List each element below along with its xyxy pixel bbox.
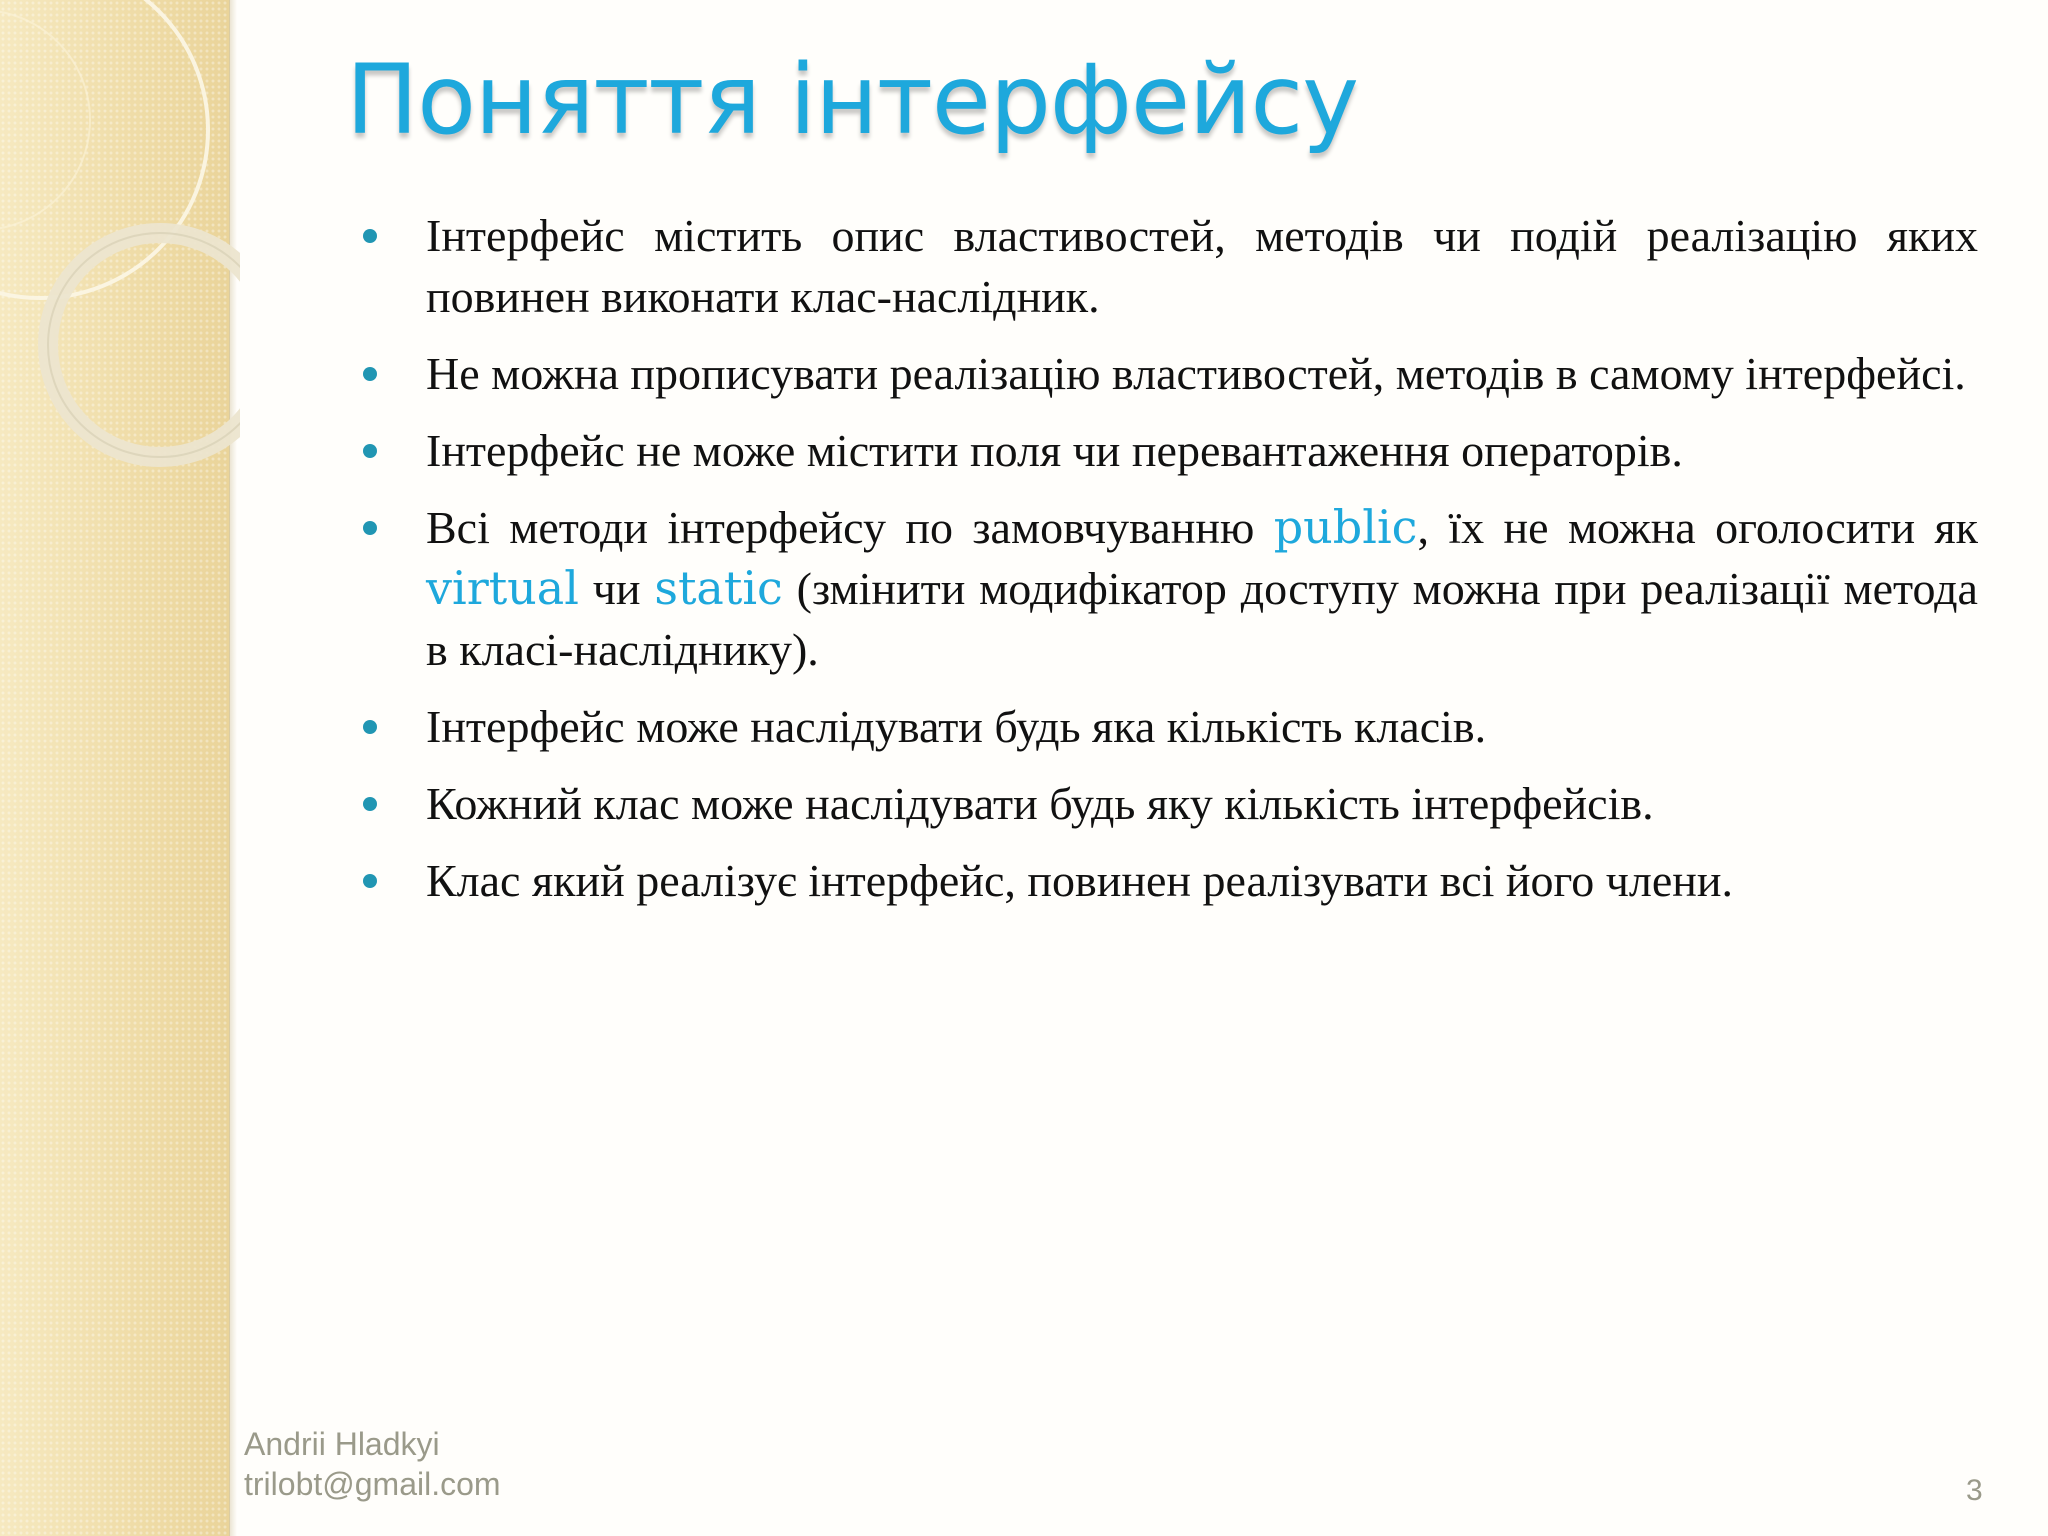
slide-title: Поняття інтерфейсу — [346, 44, 1359, 156]
author-block — [244, 1424, 501, 1504]
bullet-dot-icon — [363, 521, 377, 535]
bullet-text: (змінити модифікатор доступу можна при реалізації метода в класі-насліднику). — [426, 563, 1978, 675]
bullet-text: чи — [578, 563, 655, 614]
bullet-item — [346, 343, 1978, 404]
slide-number: 3 — [1966, 1474, 1983, 1507]
bullet-dot-icon — [363, 874, 377, 888]
bullet-text: Інтерфейс може наслідувати будь яка кількість класів. — [426, 701, 1487, 752]
bullet-text: Інтерфейс містить опис властивостей, методів чи подій реалізацію яких повинен виконати клас-наслідник. — [426, 210, 1978, 322]
bullet-dot-icon — [363, 367, 377, 381]
bullet-dot-icon — [363, 229, 377, 243]
bullet-dot-icon — [363, 797, 377, 811]
bullet-text: Клас який реалізує інтерфейс, повинен реалізувати всі його члени. — [426, 855, 1734, 906]
bullet-item — [346, 696, 1978, 757]
keyword-text: static — [654, 561, 783, 615]
bullet-item — [346, 205, 1978, 327]
author-email: trilobt@gmail.com — [244, 1466, 501, 1502]
decorative-rings-graphic — [0, 0, 240, 520]
bullet-list — [346, 205, 1978, 927]
decorative-side-panel — [0, 0, 230, 1536]
bullet-text: Всі методи інтерфейсу по замовчуванню — [426, 502, 1274, 553]
bullet-item — [346, 850, 1978, 911]
bullet-dot-icon — [363, 444, 377, 458]
author-name: Andrii Hladkyi — [244, 1426, 440, 1462]
bullet-text: Інтерфейс не може містити поля чи перевантаження операторів. — [426, 425, 1683, 476]
keyword-text: virtual — [426, 561, 579, 615]
bullet-text: , їх не можна оголосити як — [1417, 502, 1979, 553]
bullet-item — [346, 420, 1978, 481]
bullet-dot-icon — [363, 720, 377, 734]
bullet-text: Не можна прописувати реалізацію властивостей, методів в самому інтерфейсі. — [426, 348, 1966, 399]
keyword-text: public — [1273, 500, 1418, 554]
bullet-text: Кожний клас може наслідувати будь яку кількість інтерфейсів. — [426, 778, 1654, 829]
bullet-item — [346, 497, 1978, 680]
bullet-item — [346, 773, 1978, 834]
